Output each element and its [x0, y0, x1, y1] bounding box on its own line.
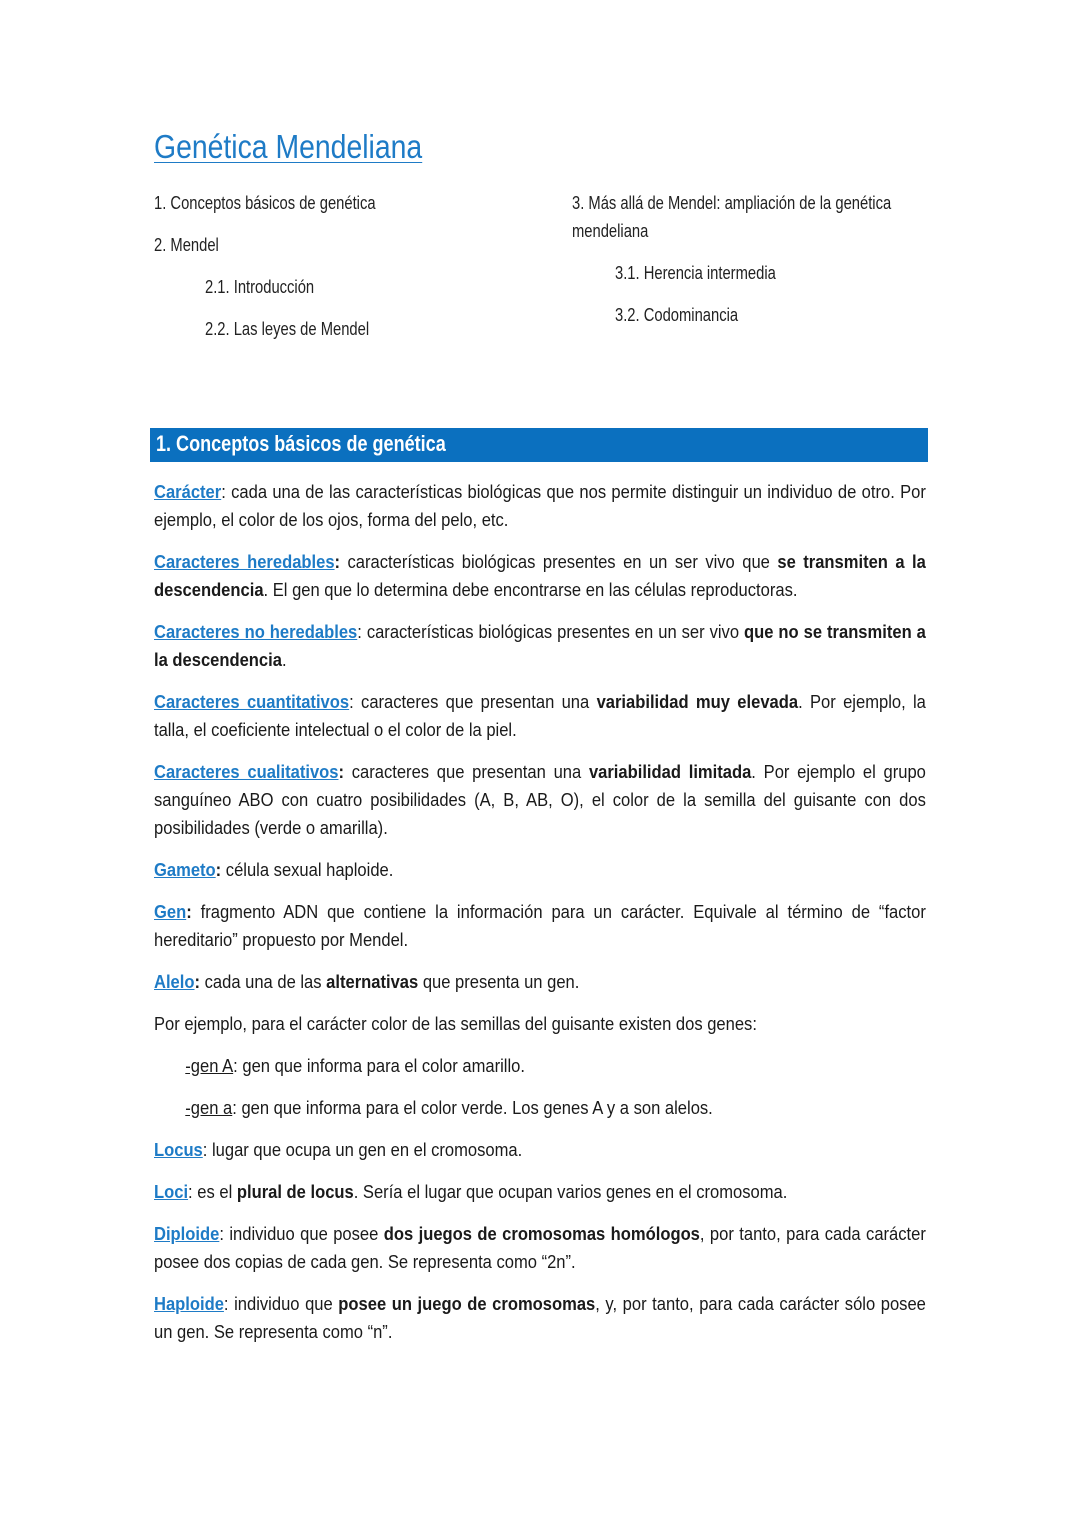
- def-caracteres-heredables: [154, 548, 926, 604]
- section-title: 1. Conceptos básicos de genética: [156, 431, 446, 456]
- def-caracteres-cualitativos: [154, 758, 926, 842]
- term-haploide: Haploide: [154, 1294, 224, 1314]
- def-caracter: [154, 478, 926, 534]
- def-text: caracteres que presentan una: [344, 762, 589, 782]
- def-locus: [154, 1136, 926, 1164]
- def-text: individuo que posee: [223, 1224, 384, 1244]
- sep: :: [349, 692, 354, 712]
- def-bold: posee un juego de cromosomas: [338, 1294, 596, 1314]
- definitions-content: [154, 478, 926, 1360]
- sep: :: [221, 482, 226, 502]
- term-loci: Loci: [154, 1182, 189, 1202]
- def-diploide: [154, 1220, 926, 1276]
- sep: :: [186, 902, 192, 922]
- def-text: individuo que: [228, 1294, 339, 1314]
- term-gen: Gen: [154, 902, 187, 922]
- def-loci: [154, 1178, 926, 1206]
- def-text: , por tanto, para cada carácter posee dos copias de cada gen. Se representa como “2n”.: [154, 1224, 926, 1272]
- toc-item-1: 1. Conceptos básicos de genética: [154, 193, 376, 213]
- term-caracteres-cualitativos: Caracteres cualitativos: [154, 762, 339, 782]
- def-haploide: [154, 1290, 926, 1346]
- def-gen: [154, 898, 926, 954]
- def-text: , y, por tanto, para cada carácter sólo posee un gen. Se representa como “n”.: [154, 1294, 926, 1342]
- sep: :: [334, 552, 341, 572]
- term-locus: Locus: [154, 1140, 203, 1160]
- term-caracteres-heredables: Caracteres heredables: [154, 552, 335, 572]
- section-heading-bar: [150, 428, 928, 462]
- example-intro: Por ejemplo, para el carácter color de las semillas del guisante existen dos genes:: [154, 1014, 757, 1034]
- def-gameto: [154, 856, 926, 884]
- page-title: Genética Mendeliana: [154, 128, 423, 165]
- def-text: es el: [192, 1182, 237, 1202]
- def-caracteres-cuantitativos: [154, 688, 926, 744]
- toc-item-2-1: 2.1. Introducción: [205, 277, 315, 297]
- term-caracter: Carácter: [154, 482, 222, 502]
- def-text: : gen que informa para el color amarillo.: [233, 1056, 525, 1076]
- sep: :: [223, 1294, 229, 1314]
- def-text: . El gen que lo determina debe encontrarse en las células reproductoras.: [263, 580, 798, 600]
- gen-a-label: -gen a: [185, 1098, 233, 1118]
- example-gen-A: [154, 1052, 926, 1080]
- toc-item-3-2: 3.2. Codominancia: [615, 305, 739, 325]
- toc-item-3-line1: 3. Más allá de Mendel: ampliación de la genética: [572, 193, 892, 213]
- def-alelo: [154, 968, 926, 996]
- toc-item-3-line2: mendeliana: [572, 221, 649, 241]
- def-bold: variabilidad muy elevada: [596, 692, 799, 712]
- def-bold: variabilidad limitada: [588, 762, 752, 782]
- sep: :: [357, 622, 362, 642]
- term-caracteres-no-heredables: Caracteres no heredables: [154, 622, 358, 642]
- def-text: características biológicas presentes en un ser vivo que: [340, 552, 778, 572]
- def-text: cada una de las características biológicas que nos permite distinguir un individuo de otro. Por ejemplo, el color de los ojos, forma del pelo, etc.: [154, 482, 926, 530]
- def-caracteres-no-heredables: [154, 618, 926, 674]
- toc-item-2-2: 2.2. Las leyes de Mendel: [205, 319, 370, 339]
- term-caracteres-cuantitativos: Caracteres cuantitativos: [154, 692, 350, 712]
- def-text: que presenta un gen.: [418, 972, 580, 992]
- sep: :: [202, 1140, 208, 1160]
- sep: :: [219, 1224, 224, 1244]
- term-diploide: Diploide: [154, 1224, 220, 1244]
- term-gameto: Gameto: [154, 860, 216, 880]
- sep: :: [215, 860, 222, 880]
- sep: :: [194, 972, 201, 992]
- def-text: .: [281, 650, 287, 670]
- def-text: . Por ejemplo, la talla, el coeficiente intelectual o el color de la piel.: [154, 692, 926, 740]
- sep: :: [338, 762, 345, 782]
- def-text: características biológicas presentes en un ser vivo: [361, 622, 745, 642]
- def-text: fragmento ADN que contiene la información para un carácter. Equivale al término de “factor hereditario” propuesto por Mendel.: [154, 902, 926, 950]
- def-text: . Sería el lugar que ocupan varios genes en el cromosoma.: [353, 1182, 788, 1202]
- def-bold: dos juegos de cromosomas homólogos: [383, 1224, 700, 1244]
- def-bold: se transmiten a la descendencia: [154, 552, 926, 600]
- def-text: célula sexual haploide.: [221, 860, 394, 880]
- toc-item-3: [572, 189, 902, 245]
- def-bold: que no se transmiten a la descendencia: [154, 622, 926, 670]
- def-text: . Por ejemplo el grupo sanguíneo ABO con cuatro posibilidades (A, B, AB, O), el color de la semilla del guisante con dos posibilidades (verde o amarilla).: [154, 762, 926, 838]
- sep: :: [188, 1182, 193, 1202]
- def-text: cada una de las: [200, 972, 327, 992]
- gen-A-label: -gen A: [185, 1056, 234, 1076]
- example-gen-a: [154, 1094, 926, 1122]
- term-alelo: Alelo: [154, 972, 195, 992]
- toc-item-3-1: 3.1. Herencia intermedia: [615, 263, 776, 283]
- toc-item-2: 2. Mendel: [154, 235, 219, 255]
- def-bold: alternativas: [326, 972, 419, 992]
- def-bold: plural de locus: [236, 1182, 354, 1202]
- def-text: : gen que informa para el color verde. Los genes A y a son alelos.: [232, 1098, 713, 1118]
- def-text: lugar que ocupa un gen en el cromosoma.: [207, 1140, 523, 1160]
- def-text: caracteres que presentan una: [353, 692, 597, 712]
